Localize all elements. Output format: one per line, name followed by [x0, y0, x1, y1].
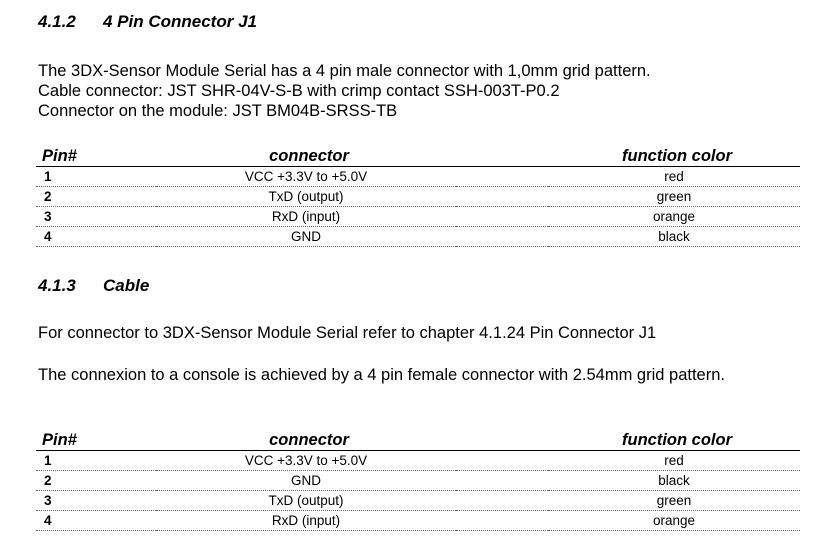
cell-color: black [548, 227, 800, 247]
header-pin: Pin# [36, 430, 156, 451]
cell-pin: 2 [36, 471, 156, 491]
cell-spacer [456, 167, 548, 187]
cell-connector: TxD (output) [156, 491, 456, 511]
section-title: Cable [103, 276, 150, 295]
table-row [36, 207, 800, 227]
cell-color: black [548, 471, 800, 491]
cell-pin: 1 [36, 451, 156, 471]
header-function-color: function color [548, 146, 800, 167]
cell-pin: 3 [36, 491, 156, 511]
cell-pin: 2 [36, 187, 156, 207]
section-title: 4 Pin Connector J1 [103, 12, 257, 31]
cell-connector: RxD (input) [156, 207, 456, 227]
cell-color: red [548, 167, 800, 187]
pin-table-j1 [36, 146, 800, 247]
cell-color: orange [548, 207, 800, 227]
intro-line-1: The 3DX-Sensor Module Serial has a 4 pin male connector with 1,0mm grid pattern. [38, 62, 651, 80]
cell-spacer [456, 227, 548, 247]
table-row [36, 471, 800, 491]
cell-color: red [548, 451, 800, 471]
cell-color: green [548, 187, 800, 207]
section-heading-4-1-2 [38, 12, 257, 32]
header-spacer [456, 430, 548, 451]
cell-connector: GND [156, 227, 456, 247]
table-row [36, 187, 800, 207]
cell-pin: 1 [36, 167, 156, 187]
table-row [36, 491, 800, 511]
cell-spacer [456, 207, 548, 227]
cell-pin: 4 [36, 511, 156, 531]
cell-spacer [456, 187, 548, 207]
table-row [36, 451, 800, 471]
cell-color: green [548, 491, 800, 511]
pin-table-console [36, 430, 800, 531]
cell-connector: VCC +3.3V to +5.0V [156, 167, 456, 187]
table-header-row [36, 146, 800, 167]
cell-connector: TxD (output) [156, 187, 456, 207]
table-row [36, 511, 800, 531]
table-header-row [36, 430, 800, 451]
cell-spacer [456, 471, 548, 491]
header-pin: Pin# [36, 146, 156, 167]
cell-connector: VCC +3.3V to +5.0V [156, 451, 456, 471]
intro-line-3: Connector on the module: JST BM04B-SRSS-TB [38, 102, 398, 120]
section-heading-4-1-3 [38, 276, 149, 296]
cell-spacer [456, 511, 548, 531]
cell-connector: GND [156, 471, 456, 491]
cell-spacer [456, 451, 548, 471]
header-connector: connector [156, 146, 456, 167]
header-connector: connector [156, 430, 456, 451]
cell-spacer [456, 491, 548, 511]
cell-pin: 3 [36, 207, 156, 227]
section-number: 4.1.2 [38, 12, 76, 31]
table-row [36, 227, 800, 247]
cell-color: orange [548, 511, 800, 531]
header-function-color: function color [548, 430, 800, 451]
intro-line-2: Cable connector: JST SHR-04V-S-B with crimp contact SSH-003T-P0.2 [38, 82, 560, 100]
section-number: 4.1.3 [38, 276, 76, 295]
table-row [36, 167, 800, 187]
cell-connector: RxD (input) [156, 511, 456, 531]
cable-paragraph-1: For connector to 3DX-Sensor Module Serial refer to chapter 4.1.24 Pin Connector J1 [38, 324, 657, 342]
cell-pin: 4 [36, 227, 156, 247]
header-spacer [456, 146, 548, 167]
cable-paragraph-2: The connexion to a console is achieved by a 4 pin female connector with 2.54mm grid pattern. [38, 366, 725, 384]
